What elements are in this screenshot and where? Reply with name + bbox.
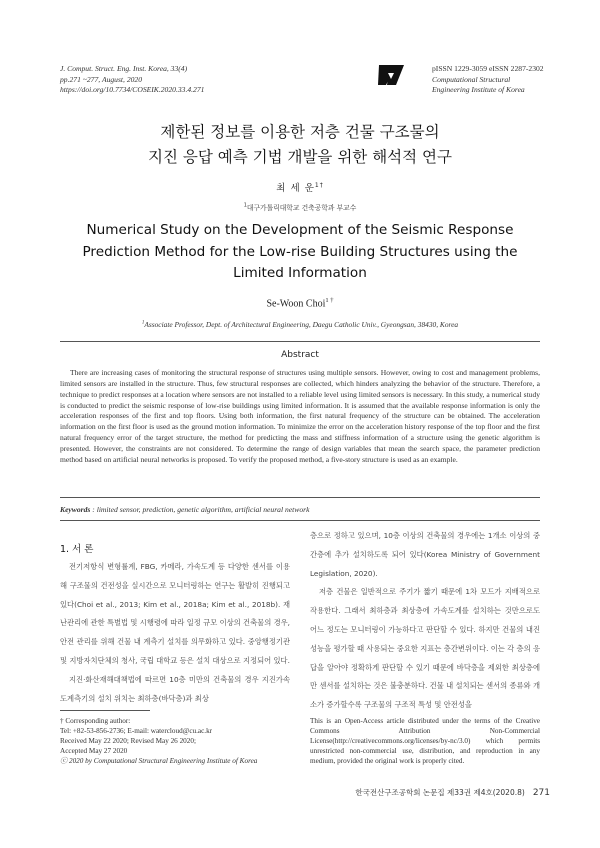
footnote-left [60,716,290,766]
abstract-body: There are increasing cases of monitoring the structural response of structures using multiple sensors. However, owing to cost and management problems, limited sensors are installed in the structure. Thus, few structural responses are collected, which hinders analyzing the behavior of the structure. Therefore, a technique to predict responses at a location where sensors are not installed to a reliable level using limited sensors is necessary. In this study, a numerical study is conducted to predict the seismic response of low-rise buildings using limited information. It is assumed that the available response information is only the acceleration responses of the first and top floors. Using both information, the first natural frequency of the structure can be obtained. The acceleration information on the first floor is used as the ground motion information. To minimize the error on the acceleration history response of the top floor and the first natural frequency error of the target structure, the method for predicting the mass and stiffness information of a structure using the genetic algorithm is presented. However, the constraints are not considered. To determine the range of design variables that mean the search space, the parameter prediction method based on artificial neural networks is proposed. To verify the proposed method, a five-story structure is used as an example. [60,368,540,464]
journal-citation [60,64,204,96]
footnote-line: † Corresponding author: [60,717,131,725]
korean-title [40,120,560,170]
footnote-line: Tel: +82-53-856-2736; E-mail: watercloud@cu.ac.kr [60,727,213,735]
body-column-left [60,558,290,708]
footnote-right: This is an Open-Access article distributed under the terms of the Creative Commons Attribution Non-Commercial License(http://creativecommons.org/licenses/by-nc/3.0) which permits unrestricted non-commercial use, distribution, and reproduction in any medium, provided the original work is properly cited. [310,717,540,765]
body-column-right [310,527,540,715]
body-paragraph: 지진·화산재해대책법에 따르면 10층 미만의 건축물의 경우 지진가속도계측기의 설치 위치는 최하층(바닥층)과 최상 [60,674,290,703]
korean-title-line: 지진 응답 예측 기법 개발을 위한 해석적 연구 [147,148,452,166]
doi-link[interactable]: https://doi.org/10.7734/COSEIK.2020.33.4.271 [60,85,205,94]
english-title [40,220,560,285]
english-title-line: Limited Information [233,265,367,281]
page-number: 271 [532,788,550,798]
korean-author-name: 최 세 운 [276,183,315,194]
section-heading: 1. 서 론 [60,544,94,555]
keywords-label: Keywords [60,505,91,514]
journal-name: Computational Structural [432,74,511,84]
korean-author [40,180,560,194]
english-affiliation [40,320,560,329]
keywords-text: limited sensor, prediction, genetic algorithm, artificial neural network [96,505,310,514]
english-title-line: Numerical Study on the Development of the Seismic Response [86,222,514,238]
english-title-line: Prediction Method for the Low-rise Building Structures using the [82,243,518,260]
abstract-bottom-rule [60,497,540,498]
footnote-line: ⓒ 2020 by Computational Structural Engineering Institute of Korea [60,757,258,765]
korean-affil-text: 대구가톨릭대학교 건축공학과 부교수 [246,204,357,212]
body-paragraph: 전기저항식 변형률계, FBG, 카메라, 가속도계 등 다양한 센서를 이용해 구조물의 건전성을 실시간으로 모니터링하는 연구는 활발히 진행되고 있다(Choi et al., 2013; Kim et al., 2018a; Kim et al., 2018b). 재난관리에 관한 특별법 및 시행령에 따라 일정 규모 이상의 건축물의 경우, 안전 관리를 위해 건물 내 계측기 설치를 의무화하고 있다. 중앙행정기관 및 지방자치단체의 청사, 국립 대학교 등은 설치 대상으로 지정되어 있다. [60,562,290,665]
issn: pISSN 1229-3059 eISSN 2287-2302 [432,64,544,73]
english-author [40,297,560,309]
korean-affil-sup: 1 [243,202,247,209]
abstract-title: Abstract [281,350,319,360]
keywords [60,505,309,514]
page-footer [340,787,550,798]
keywords-separator: : [90,505,97,514]
journal-pages: pp.271 ~277, August, 2020 [60,74,143,84]
keywords-bottom-rule [60,520,540,521]
korean-affiliation [40,202,560,212]
english-affil-text: Associate Professor, Dept. of Architectural Engineering, Daegu Catholic Univ., Gyeongsan, 38430, Korea [144,320,459,329]
english-author-sup: 1 † [325,297,334,304]
english-affil-sup: 1 [141,320,145,326]
body-paragraph: 저층 건물은 일반적으로 주기가 짧기 때문에 1차 모드가 지배적으로 작용한다. 그래서 최하층과 최상층에 가속도계를 설치하는 것만으로도 어느 정도는 모니터링이 가능하다고 판단할 수 있다. 하지만 건물의 내진성능을 평가할 때 사용되는 중요한 지표는 층간변위이다. 이는 각 층의 응답을 알아야 정확하게 판단할 수 있기 때문에 바닥층을 제외한 최상층에만 센서를 설치하는 것은 불충분하다. 건물 내 설치되는 센서의 종류와 개소가 증가할수록 구조물의 구조적 특성 및 안전성을 [310,587,540,710]
footnote-line: Accepted May 27 2020 [60,747,128,755]
journal-institute: Engineering Institute of Korea [432,85,525,94]
footer-journal: 한국전산구조공학회 논문집 제33권 제4호(2020.8) [355,788,525,797]
footnote-line: Received May 22 2020; Revised May 26 2020; [60,737,196,745]
journal-issn-block [432,64,544,96]
journal-ref: J. Comput. Struct. Eng. Inst. Korea, 33(4) [60,64,188,73]
korean-title-line: 제한된 정보를 이용한 저층 건물 구조물의 [160,123,440,141]
abstract-top-rule [60,341,540,342]
footnote-rule [60,710,150,711]
english-author-name: Se-Woon Choi [266,298,326,310]
body-paragraph: 층으로 정하고 있으며, 10층 이상의 건축물의 경우에는 1개소 이상의 중간층에 추가 설치하도록 되어 있다(Korea Ministry of Government Legislation, 2020). [310,531,540,578]
journal-logo-icon [376,63,406,87]
korean-author-sup: 1† [314,181,324,189]
